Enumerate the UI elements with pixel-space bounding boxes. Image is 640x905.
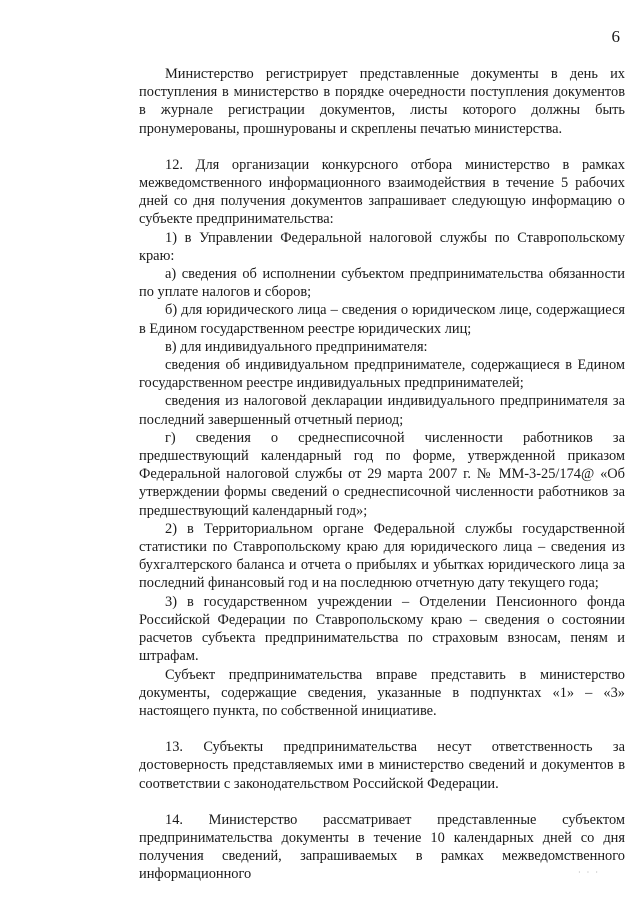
paragraph-12: 12. Для организации конкурсного отбора министерство в рамках межведомственного информационного взаимодействия в течение 5 рабочих дней со дня получения документов запрашивает следующую информацию о субъекте предпринимательства:: [139, 156, 625, 228]
paragraph-13: 13. Субъекты предпринимательства несут ответственность за достоверность представляемых ими в министерство сведений и документов в соответствии с законодательством Российской Федерации.: [139, 739, 625, 792]
paragraph-12-1-v-1: сведения об индивидуальном предпринимателе, содержащиеся в Едином государственном реестре индивидуальных предпринимателей;: [139, 357, 625, 392]
paragraph-12-1: 1) в Управлении Федеральной налоговой службы по Ставропольскому краю:: [139, 229, 625, 264]
paragraph-gap: [139, 138, 625, 156]
paragraph-12-2: 2) в Территориальном органе Федеральной службы государственной статистики по Ставропольскому краю для юридического лица – сведения из бухгалтерского баланса и отчета о прибылях и убытках юридического лица за последний финансовый год и на последнюю отчетную дату текущего года;: [139, 520, 625, 592]
paragraph-registration: Министерство регистрирует представленные документы в день их поступления в министерство в порядке очередности поступления документов в журнале регистрации документов, листы которого должны быть пронумерованы, прошнурованы и скреплены печатью министерства.: [139, 66, 625, 137]
paragraph-gap: [139, 793, 625, 811]
scan-speck: · · ·: [578, 868, 600, 877]
paragraph-12-1-b: б) для юридического лица – сведения о юридическом лице, содержащиеся в Едином государственном реестре юридических лиц;: [139, 302, 625, 337]
paragraph-12-3: 3) в государственном учреждении – Отделении Пенсионного фонда Российской Федерации по Ставропольскому краю – сведения о состоянии расчетов субъекта предпринимательства по страховым взносам, пеням и штрафам.: [139, 593, 625, 665]
paragraph-12-1-g: г) сведения о среднесписочной численности работников за предшествующий календарный год по форме, утвержденной приказом Федеральной налоговой службы от 29 марта 2007 г. № ММ-3-25/174@ «Об утверждении формы сведений о среднесписочной численности работников за предшествующий календарный год»;: [139, 429, 625, 519]
paragraph-12-1-v-2: сведения из налоговой декларации индивидуального предпринимателя за последний завершенный отчетный период;: [139, 393, 625, 428]
page-number: 6: [611, 27, 620, 46]
paragraph-14: 14. Министерство рассматривает представленные субъектом предпринимательства документы в течение 10 календарных дней со дня получения сведений, запрашиваемых в рамках межведомственного информационного: [139, 811, 625, 883]
paragraph-12-initiative: Субъект предпринимательства вправе представить в министерство документы, содержащие сведения, указанные в подпунктах «1» – «3» настоящего пункта, по собственной инициативе.: [139, 666, 625, 719]
paragraph-gap: [139, 720, 625, 738]
paragraph-12-1-v: в) для индивидуального предпринимателя:: [165, 338, 428, 355]
document-body: [139, 65, 625, 884]
paragraph-12-1-a: а) сведения об исполнении субъектом предпринимательства обязанности по уплате налогов и сборов;: [139, 266, 625, 301]
